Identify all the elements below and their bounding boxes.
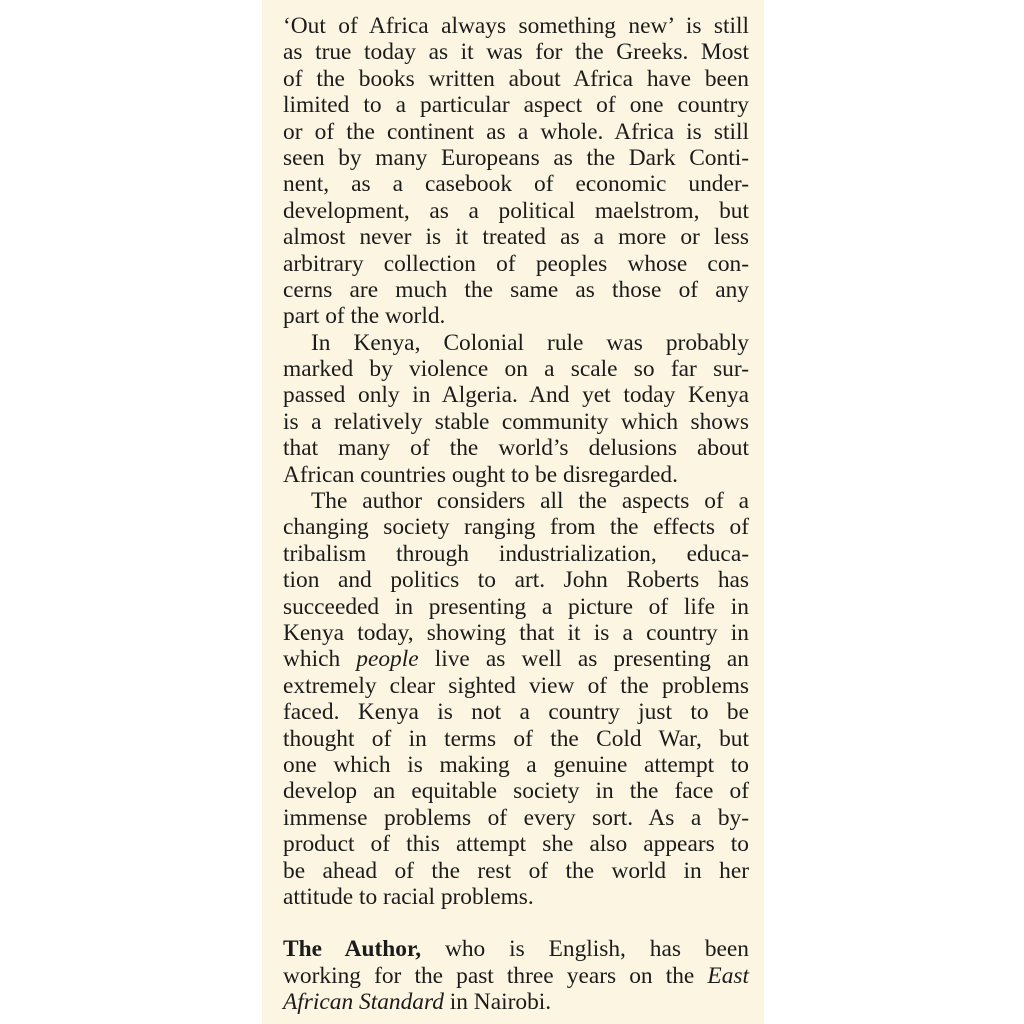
blurb-line [283, 356, 749, 382]
text-run: live as well as presenting an [418, 646, 749, 673]
text-run: Kenya today, showing that it is a country in [283, 619, 749, 646]
text-run: extremely clear sighted view of the problems [283, 672, 749, 699]
text-run: part of the world. [283, 303, 446, 330]
text-run: changing society ranging from the effects of [283, 514, 749, 541]
author-note-line [283, 963, 749, 989]
author-note [283, 936, 749, 1015]
text-run: thought of in terms of the Cold War, but [283, 725, 749, 752]
blurb-line [283, 567, 749, 593]
blurb-line [283, 831, 749, 857]
blurb-line [283, 805, 749, 831]
blurb-line [283, 726, 749, 752]
blurb-text [283, 13, 749, 910]
text-run: develop an equitable society in the face of [283, 778, 749, 805]
blurb-line [283, 858, 749, 884]
italic-run: East [707, 962, 749, 989]
blurb-line [283, 119, 749, 145]
text-run: limited to a particular aspect of one country [283, 92, 749, 119]
text-column [283, 13, 749, 1015]
section-gap [283, 910, 749, 936]
text-run: arbitrary collection of peoples whose con- [283, 250, 749, 277]
text-run: tribalism through industrialization, educa- [283, 540, 749, 567]
text-run: immense problems of every sort. As a by- [283, 804, 749, 831]
blurb-line [283, 594, 749, 620]
text-run: in Nairobi. [443, 989, 552, 1016]
blurb-line [283, 673, 749, 699]
blurb-line [283, 778, 749, 804]
text-run: almost never is it treated as a more or less [283, 224, 749, 251]
author-note-line [283, 989, 749, 1015]
blurb-line [283, 66, 749, 92]
blurb-line [283, 39, 749, 65]
text-run: is a relatively stable community which shows [283, 408, 749, 435]
text-run: The author considers all the aspects of a [311, 488, 749, 515]
text-run: development, as a political maelstrom, but [283, 197, 749, 224]
text-run: succeeded in presenting a picture of life in [283, 593, 749, 620]
text-run: seen by many Europeans as the Dark Conti- [283, 144, 749, 171]
blurb-line [283, 277, 749, 303]
blurb-line [283, 303, 749, 329]
italic-run: African Standard [283, 989, 444, 1016]
blurb-line [283, 620, 749, 646]
text-run: marked by violence on a scale so far sur- [283, 356, 749, 383]
blurb-line [283, 462, 749, 488]
bold-run: The Author, [283, 936, 422, 963]
blurb-line [283, 92, 749, 118]
text-run: passed only in Algeria. And yet today Kenya [283, 382, 749, 409]
text-run: cerns are much the same as those of any [283, 276, 749, 303]
italic-run: people [356, 646, 419, 673]
text-run: that many of the world’s delusions about [283, 435, 749, 462]
blurb-line [283, 198, 749, 224]
text-run: In Kenya, Colonial rule was probably [311, 329, 749, 356]
blurb-line [283, 382, 749, 408]
blurb-line [283, 699, 749, 725]
text-run: working for the past three years on the [283, 962, 708, 989]
text-run: African countries ought to be disregarded. [283, 461, 678, 488]
text-run: as true today as it was for the Greeks. Most [283, 39, 749, 66]
blurb-line [283, 488, 749, 514]
text-run: who is English, has been [421, 936, 749, 963]
text-run: ‘Out of Africa always something new’ is still [283, 13, 749, 39]
blurb-line [283, 13, 749, 39]
blurb-line [283, 330, 749, 356]
blurb-line [283, 541, 749, 567]
text-run: be ahead of the rest of the world in her [283, 857, 749, 884]
text-run: attitude to racial problems. [283, 883, 534, 910]
author-note-line [283, 936, 749, 962]
text-run: nent, as a casebook of economic under- [283, 171, 749, 198]
blurb-line [283, 224, 749, 250]
blurb-line [283, 514, 749, 540]
blurb-line [283, 171, 749, 197]
text-run: or of the continent as a whole. Africa is still [283, 118, 749, 145]
blurb-line [283, 646, 749, 672]
text-run: tion and politics to art. John Roberts has [283, 567, 749, 594]
text-run: product of this attempt she also appears to [283, 831, 749, 858]
blurb-line [283, 409, 749, 435]
blurb-line [283, 251, 749, 277]
blurb-line [283, 884, 749, 910]
blurb-line [283, 145, 749, 171]
blurb-line [283, 752, 749, 778]
text-run: of the books written about Africa have been [283, 65, 749, 92]
text-run: faced. Kenya is not a country just to be [283, 699, 749, 726]
blurb-line [283, 435, 749, 461]
text-run: which [283, 646, 357, 673]
text-run: one which is making a genuine attempt to [283, 751, 749, 778]
